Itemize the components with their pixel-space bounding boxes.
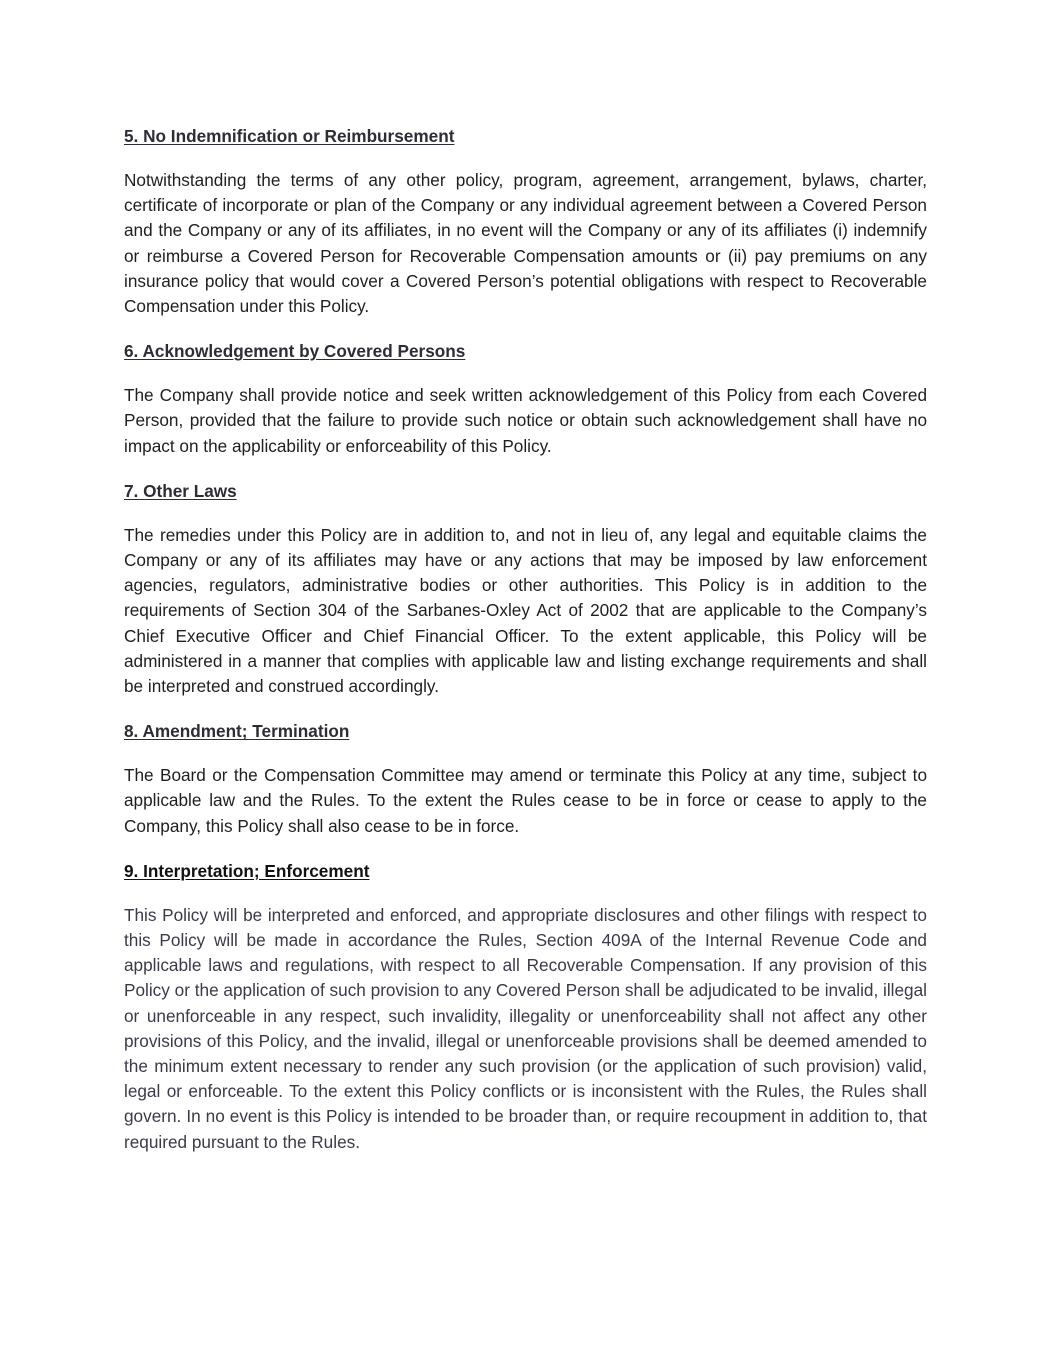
section-heading: 8. Amendment; Termination [124, 721, 350, 742]
section-paragraph: The remedies under this Policy are in addition to, and not in lieu of, any legal and equitable claims the Company or any of its affiliates may have or any actions that may be imposed by law enforcement agencies, regulators, administrative bodies or other authorities. This Policy is in addition to the requirements of Section 304 of the Sarbanes-Oxley Act of 2002 that are applicable to the Company’s Chief Executive Officer and Chief Financial Officer. To the extent applicable, this Policy will be administered in a manner that complies with applicable law and listing exchange requirements and shall be interpreted and construed accordingly. [124, 524, 927, 697]
section-heading: 6. Acknowledgement by Covered Persons [124, 341, 466, 362]
section-6 [124, 339, 927, 459]
section-paragraph: The Board or the Compensation Committee may amend or terminate this Policy at any time, subject to applicable law and the Rules. To the extent the Rules cease to be in force or cease to apply to the Company, this Policy shall also cease to be in force. [124, 765, 927, 836]
document-page [124, 124, 927, 1175]
section-5 [124, 124, 927, 319]
section-heading: 5. No Indemnification or Reimbursement [124, 126, 455, 146]
section-9 [124, 859, 927, 1155]
section-heading: 7. Other Laws [124, 480, 237, 501]
section-paragraph: This Policy will be interpreted and enforced, and appropriate disclosures and other filings with respect to this Policy will be made in accordance the Rules, Section 409A of the Internal Revenue Code and applicable laws and regulations, with respect to all Recoverable Compensation. If any provision of this Policy or the application of such provision to any Covered Person shall be adjudicated to be invalid, illegal or unenforceable in any respect, such invalidity, illegality or unenforceability shall not affect any other provisions of this Policy, and the invalid, illegal or unenforceable provisions shall be deemed amended to the minimum extent necessary to render any such provision (or the application of such provision) valid, legal or enforceable. To the extent this Policy conflicts or is inconsistent with the Rules, the Rules shall govern. In no event is this Policy is intended to be broader than, or require recoupment in addition to, that required pursuant to the Rules. [124, 904, 927, 1152]
section-7 [124, 479, 927, 699]
section-paragraph: Notwithstanding the terms of any other policy, program, agreement, arrangement, bylaws, charter, certificate of incorporate or plan of the Company or any individual agreement between a Covered Person and the Company or any of its affiliates, in no event will the Company or any of its affiliates (i) indemnify or reimburse a Covered Person for Recoverable Compensation amounts or (ii) pay premiums on any insurance policy that would cover a Covered Person’s potential obligations with respect to Recoverable Compensation under this Policy. [124, 170, 927, 317]
section-8 [124, 719, 927, 839]
section-paragraph: The Company shall provide notice and seek written acknowledgement of this Policy from each Covered Person, provided that the failure to provide such notice or obtain such acknowledgement shall have no impact on the applicability or enforceability of this Policy. [124, 385, 927, 456]
section-heading: 9. Interpretation; Enforcement [124, 860, 370, 881]
